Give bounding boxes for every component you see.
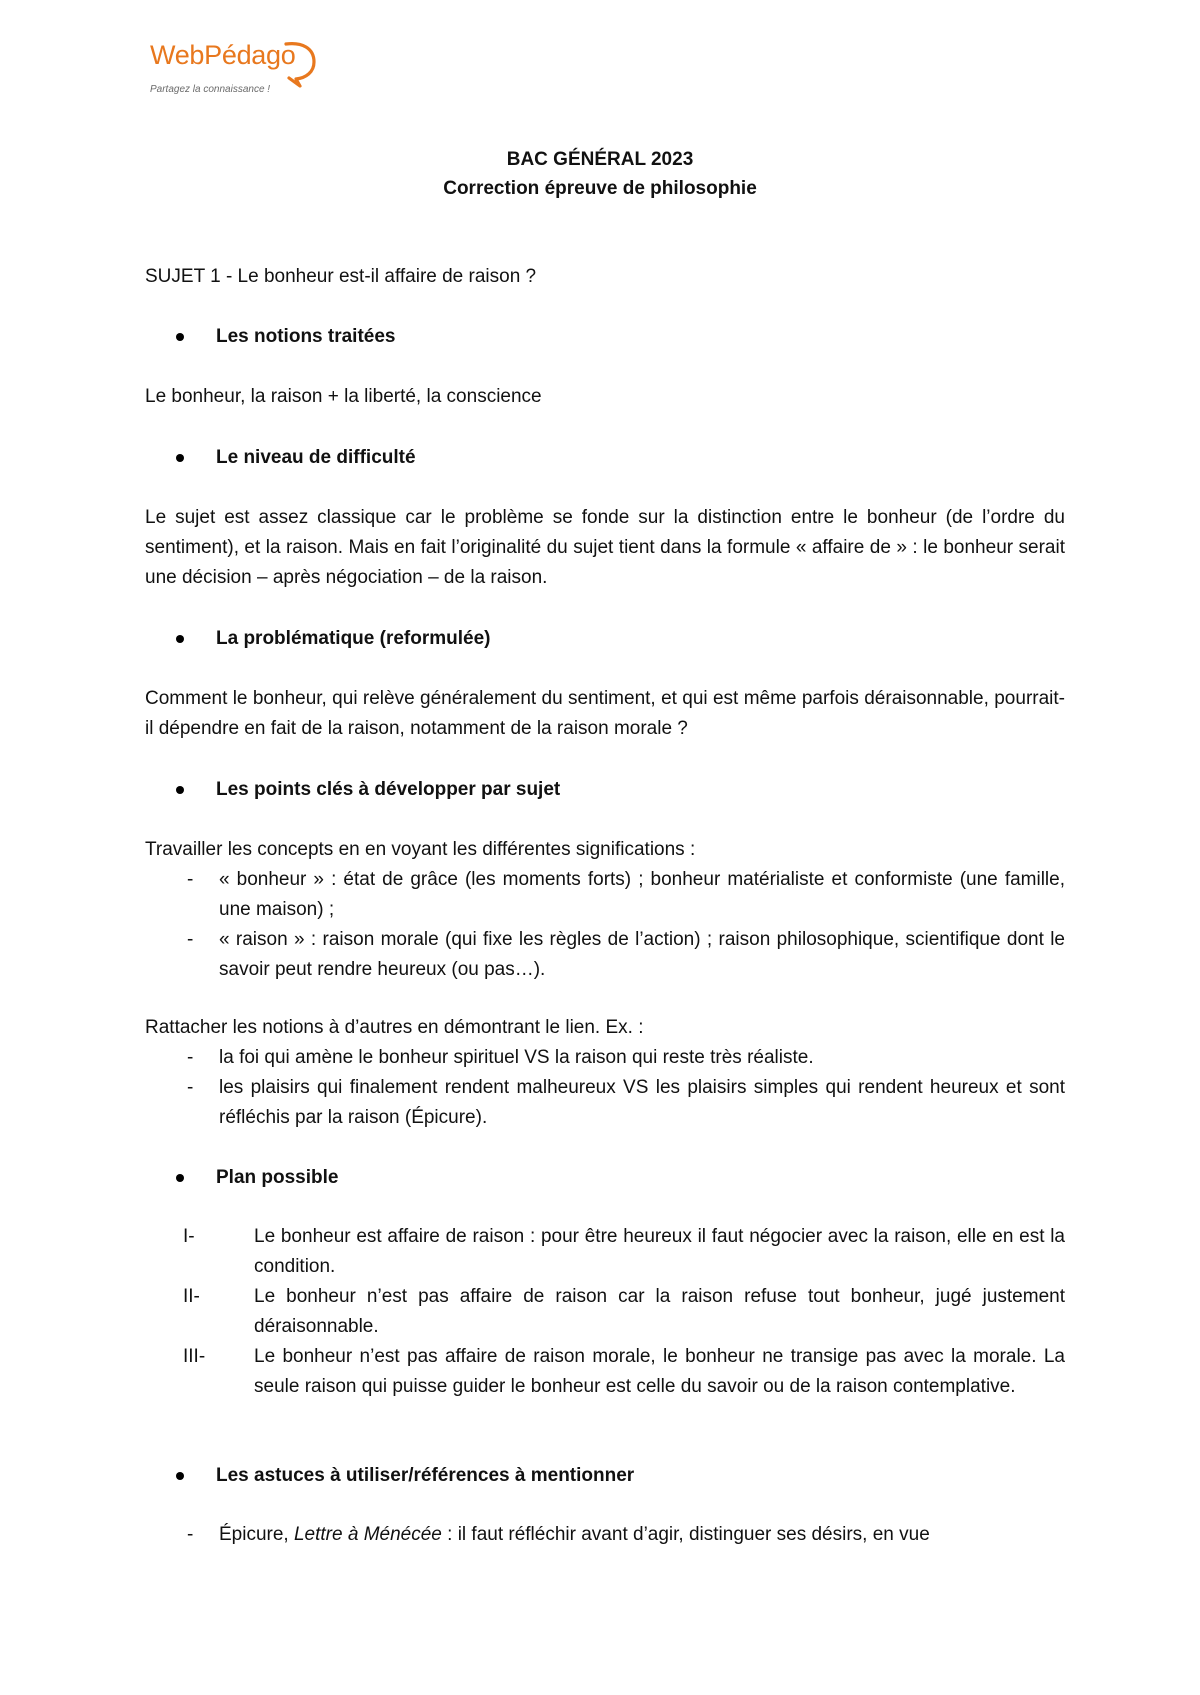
document-subtitle: Correction épreuve de philosophie	[443, 178, 757, 199]
bullet-icon	[176, 454, 184, 462]
webpedago-logo	[148, 38, 318, 100]
work-title: Lettre à Ménécée	[293, 1524, 442, 1545]
plan-item: II- Le bonheur n’est pas affaire de raison car la raison refuse tout bonheur, jugé justement déraisonnable.	[183, 1286, 1065, 1337]
key-points-intro-2: Rattacher les notions à d’autres en démontrant le lien. Ex. :	[145, 1017, 644, 1038]
heading-notions: Les notions traitées	[182, 322, 396, 352]
bullet-icon	[176, 635, 184, 643]
document-title: BAC GÉNÉRAL 2023	[506, 149, 694, 170]
bullet-icon	[176, 786, 184, 794]
list-item: - « bonheur » : état de grâce (les moments forts) ; bonheur matérialiste et conformiste (une famille, une maison) ;	[187, 869, 1065, 920]
heading-tips: Les astuces à utiliser/références à mentionner	[182, 1461, 634, 1491]
plan-item: III- Le bonheur n’est pas affaire de raison morale, le bonheur ne transige pas avec la morale. La seule raison qui puisse guider le bonheur est celle du savoir ou de la raison contemplative.	[183, 1346, 1065, 1397]
list-item: - la foi qui amène le bonheur spirituel VS la raison qui reste très réaliste.	[187, 1047, 814, 1068]
heading-plan: Plan possible	[182, 1163, 338, 1193]
list-item: - Épicure, Lettre à Ménécée : il faut réfléchir avant d’agir, distinguer ses désirs, en vue	[187, 1524, 930, 1545]
speech-bubble-icon	[280, 38, 320, 88]
notions-text: Le bonheur, la raison + la liberté, la conscience	[145, 386, 542, 407]
logo-tagline: Partagez la connaissance !	[150, 84, 271, 95]
heading-key-points: Les points clés à développer par sujet	[182, 775, 560, 805]
heading-problematic: La problématique (reformulée)	[182, 624, 491, 654]
list-item: - les plaisirs qui finalement rendent malheureux VS les plaisirs simples qui rendent heureux et sont réfléchis par la raison (Épicure).	[187, 1077, 1065, 1128]
heading-difficulty: Le niveau de difficulté	[182, 443, 416, 473]
list-item: - « raison » : raison morale (qui fixe les règles de l’action) ; raison philosophique, scientifique dont le savoir peut rendre heureux (ou pas…).	[187, 929, 1065, 980]
bullet-icon	[176, 333, 184, 341]
key-points-intro-1: Travailler les concepts en en voyant les différentes significations :	[145, 839, 696, 860]
problematic-text: Comment le bonheur, qui relève généralement du sentiment, et qui est même parfois déraisonnable, pourrait-il dépendre en fait de la raison, notamment de la raison morale ?	[145, 688, 1065, 739]
bullet-icon	[176, 1174, 184, 1182]
subject-line: SUJET 1 - Le bonheur est-il affaire de raison ?	[145, 266, 537, 287]
bullet-icon	[176, 1472, 184, 1480]
logo-wordmark: WebPédago	[150, 40, 296, 70]
plan-item: I- Le bonheur est affaire de raison : pour être heureux il faut négocier avec la raison, elle en est la condition.	[183, 1226, 1065, 1277]
difficulty-text: Le sujet est assez classique car le problème se fonde sur la distinction entre le bonheur (de l’ordre du sentiment), et la raison. Mais en fait l’originalité du sujet tient dans la formule « affaire de » : le bonheur serait une décision – après négociation – de la raison.	[145, 507, 1065, 588]
